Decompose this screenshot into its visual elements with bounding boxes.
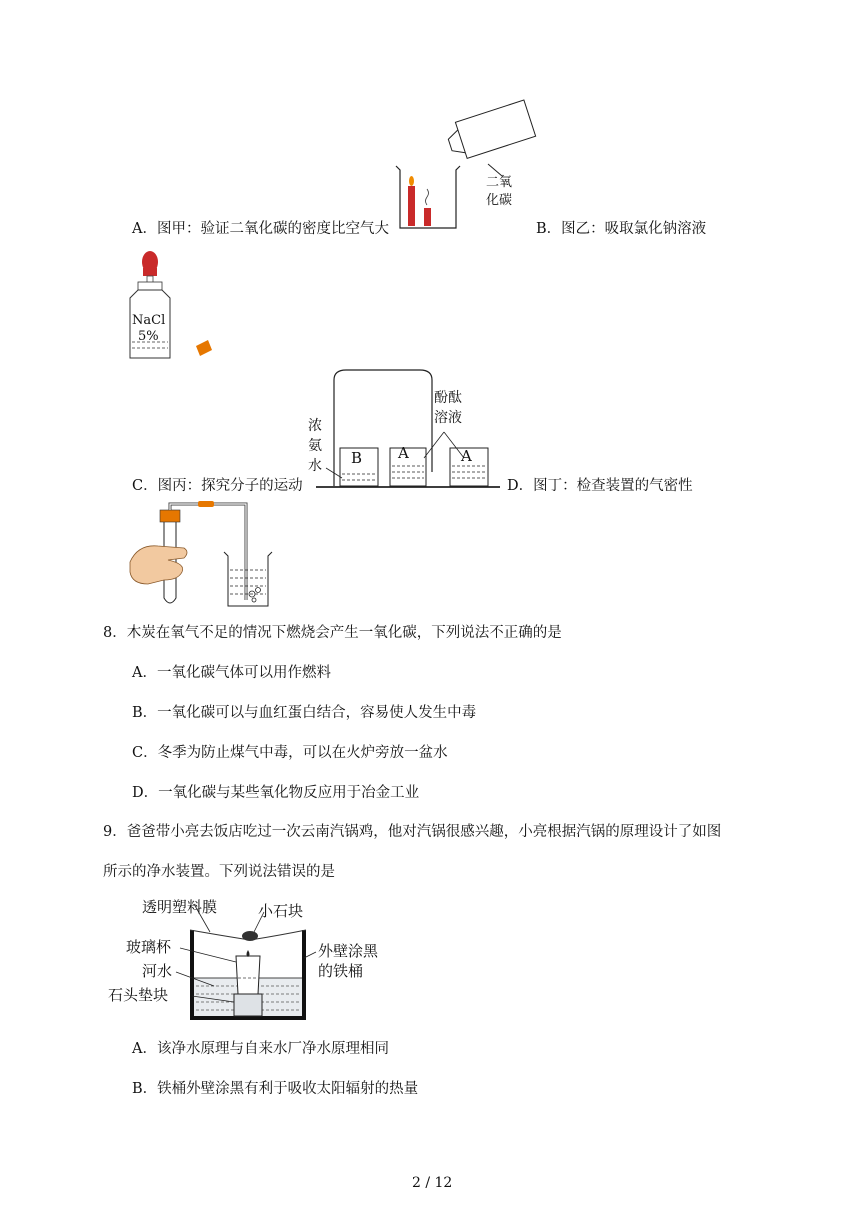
ammonia-label-2: 氨 [308, 438, 322, 454]
q9-stem-line1: 9．爸爸带小亮去饭店吃过一次云南汽锅鸡，他对汽锅很感兴趣，小亮根据汽锅的原理设计了如图 [103, 824, 722, 840]
q9-option-a: A．该净水原理与自来水厂净水原理相同 [132, 1041, 389, 1057]
river-label: 河水 [142, 962, 173, 980]
q9-option-b: B．铁桶外壁涂黑有利于吸收太阳辐射的热量 [132, 1081, 419, 1097]
q8-option-c: C．冬季为防止煤气中毒，可以在火炉旁放一盆水 [132, 745, 448, 761]
ammonia-label-3: 水 [308, 458, 322, 474]
figure-ding-airtightness [128, 500, 278, 612]
q8-stem: 8．木炭在氧气不足的情况下燃烧会产生一氧化碳，下列说法不正确的是 [103, 625, 562, 641]
q8-option-b: B．一氧化碳可以与血红蛋白结合，容易使人发生中毒 [132, 705, 477, 721]
figure-bing-molecular-motion [306, 368, 506, 492]
pad-label: 石头垫块 [108, 986, 169, 1004]
co2-label-line2: 化碳 [486, 193, 513, 208]
nacl-percent: 5% [138, 329, 159, 344]
q9-stem-line2: 所示的净水装置。下列说法错误的是 [103, 864, 335, 880]
film-label: 透明塑料膜 [142, 898, 218, 916]
figure-jia-co2-candles [384, 118, 534, 233]
nacl-label: NaCl [132, 313, 166, 328]
page-number: 2 / 12 [412, 1175, 453, 1191]
q7-option-a: A．图甲：验证二氧化碳的密度比空气大 [132, 221, 389, 237]
bucket-label-2: 的铁桶 [318, 962, 364, 980]
co2-label-line1: 二氧 [486, 175, 513, 190]
stone-label: 小石块 [258, 902, 304, 920]
q8-option-d: D．一氧化碳与某些氧化物反应用于冶金工业 [132, 785, 420, 801]
cup-label: 玻璃杯 [126, 938, 172, 956]
q7-option-b: B．图乙：吸取氯化钠溶液 [536, 221, 707, 237]
ammonia-label-1: 浓 [308, 418, 322, 434]
beaker-a-inner-label: A [398, 444, 409, 462]
phenolphthalein-label-1: 酚酞 [434, 390, 462, 406]
figure-yi-dropper-bottle [126, 250, 226, 362]
bucket-label-1: 外壁涂黑 [318, 942, 379, 960]
beaker-a-outer-label: A [461, 447, 472, 465]
beaker-b-label: B [351, 449, 363, 467]
q8-option-a: A．一氧化碳气体可以用作燃料 [132, 665, 331, 681]
phenolphthalein-label-2: 溶液 [434, 410, 462, 426]
q7-option-d: D．图丁：检查装置的气密性 [507, 478, 693, 494]
figure-q9-water-purifier [104, 892, 404, 1030]
q7-option-c: C．图丙：探究分子的运动 [132, 478, 303, 494]
